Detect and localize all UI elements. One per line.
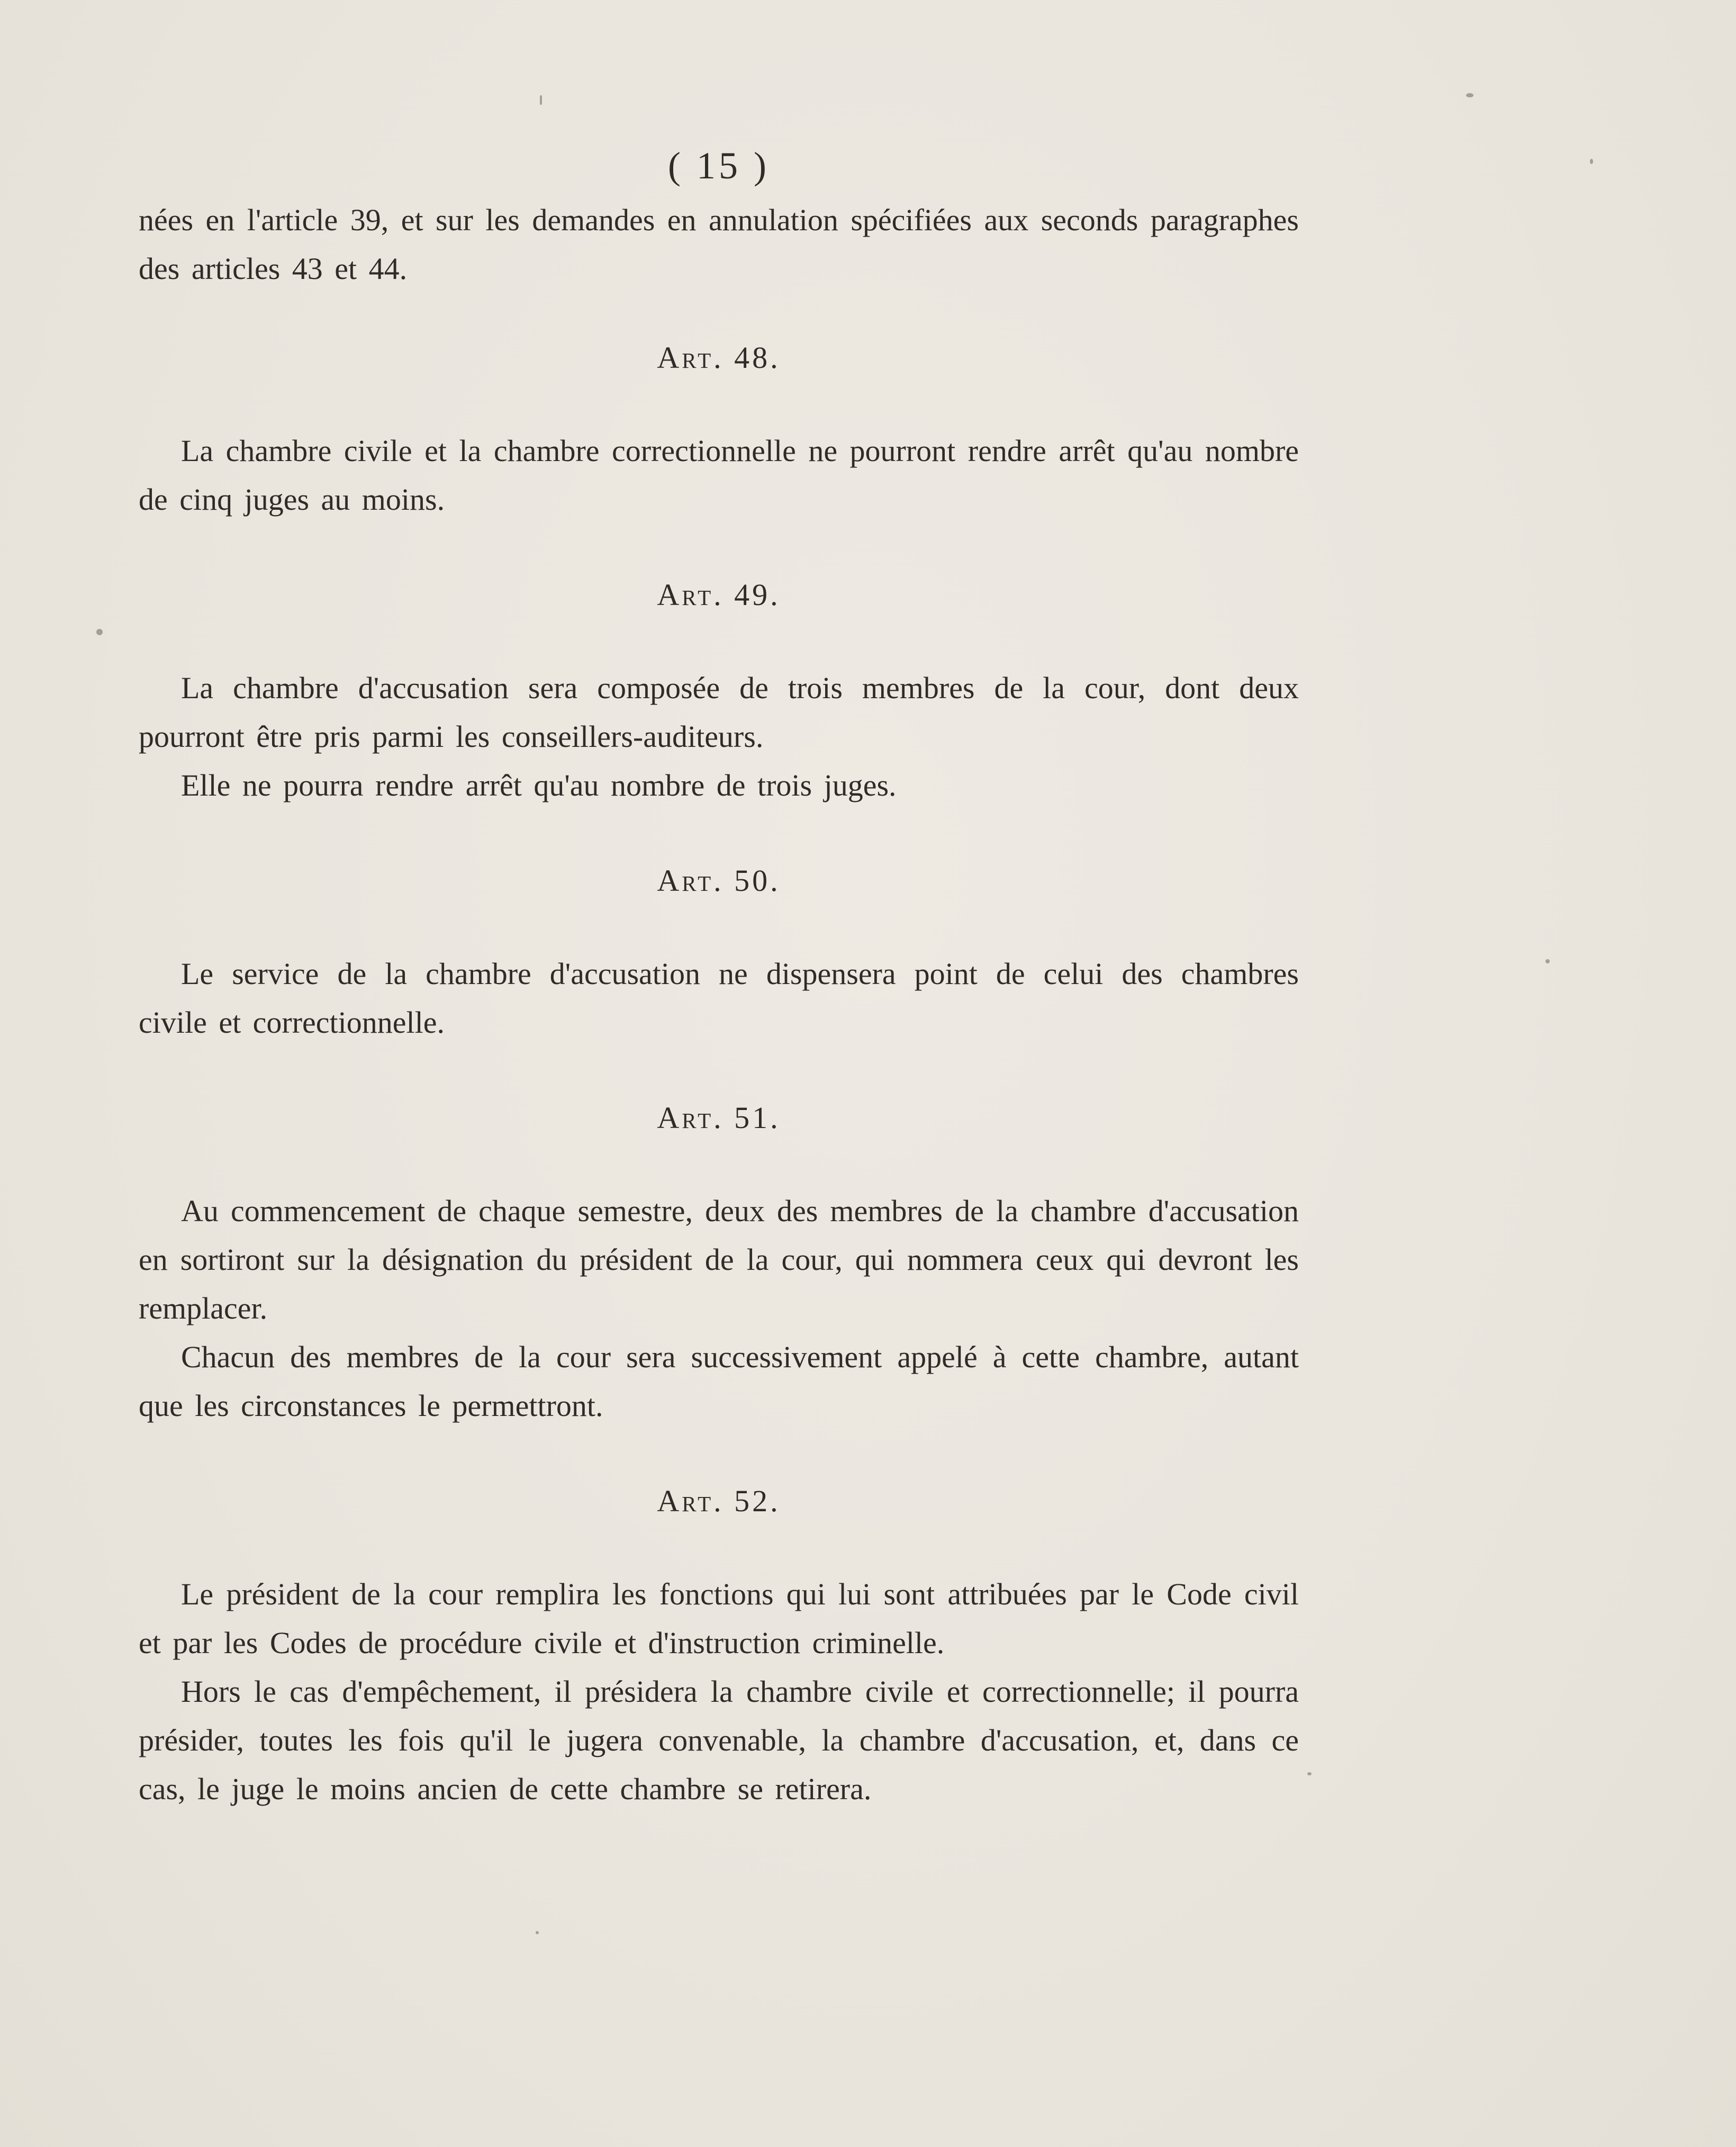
article-48-paragraph-1: La chambre civile et la chambre correctionnelle ne pourront rendre arrêt qu'au nombre de cinq juges au moins.: [139, 434, 1299, 517]
article-49-paragraph-1: La chambre d'accusation sera composée de trois membres de la cour, dont deux pourront être pris parmi les conseillers-auditeurs.: [139, 671, 1299, 754]
article-52-paragraph-1: Le président de la cour remplira les fonctions qui lui sont attribuées par le Code civil et par les Codes de procédure civile et d'instruction criminelle.: [139, 1577, 1299, 1660]
intro-paragraph: nées en l'article 39, et sur les demandes en annulation spécifiées aux seconds paragraphes des articles 43 et 44.: [139, 203, 1299, 286]
article-50-heading: Art. 50.: [657, 863, 781, 898]
article-50-paragraph-1: Le service de la chambre d'accusation ne dispensera point de celui des chambres civile et correctionnelle.: [139, 957, 1299, 1040]
article-52-heading: Art. 52.: [657, 1484, 781, 1518]
article-51-heading: Art. 51.: [657, 1100, 781, 1135]
article-52-paragraph-2: Hors le cas d'empêchement, il présidera la chambre civile et correctionnelle; il pourra présider, toutes les fois qu'il le jugera convenable, la chambre d'accusation, et, dans ce cas, le juge le moins ancien de cette chambre se retirera.: [139, 1674, 1299, 1806]
article-48-heading: Art. 48.: [657, 340, 781, 375]
page-number: ( 15 ): [668, 145, 770, 187]
article-51-paragraph-2: Chacun des membres de la cour sera successivement appelé à cette chambre, autant que les circonstances le permettront.: [139, 1340, 1299, 1423]
article-49-heading: Art. 49.: [657, 578, 781, 612]
article-51-paragraph-1: Au commencement de chaque semestre, deux des membres de la chambre d'accusation en sortiront sur la désignation du président de la cour, qui nommera ceux qui devront les remplacer.: [139, 1194, 1299, 1325]
text-column: [139, 142, 1299, 1814]
article-49-paragraph-2: Elle ne pourra rendre arrêt qu'au nombre de trois juges.: [181, 768, 897, 802]
